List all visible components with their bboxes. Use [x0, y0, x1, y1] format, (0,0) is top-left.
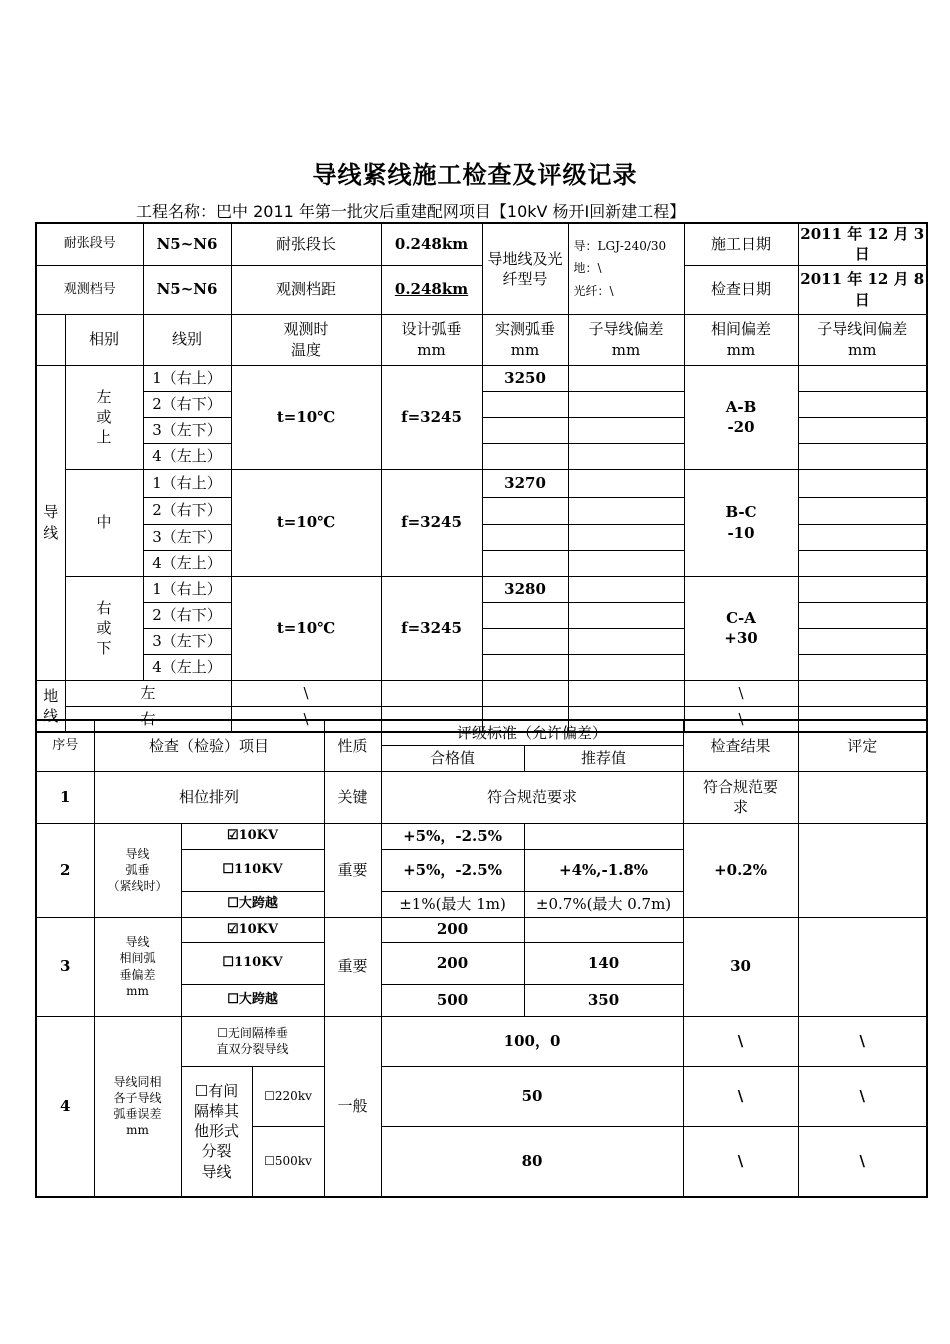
sub-dev-cell	[568, 365, 684, 391]
item-4-opt-no-spacer: ☐无间隔棒垂 直双分裂导线	[181, 1016, 324, 1066]
line-4: 4（左上）	[143, 443, 231, 469]
col-phase-dev-unit: mm	[726, 340, 756, 359]
observe-distance-label: 观测档距	[231, 265, 381, 314]
phase-dev-group-1: A-B -20	[684, 365, 798, 469]
design-sag-group-3: f=3245	[381, 576, 482, 680]
col-phase: 相别	[65, 314, 143, 365]
col-subconductor-dev-l1: 子导线偏差	[588, 320, 664, 339]
item-2-rec-2: +4%,-1.8%	[524, 849, 683, 891]
item-4-name: 导线同相 各子导线 弧垂误差 mm	[94, 1016, 181, 1197]
item-3-rec-3: 350	[524, 984, 683, 1016]
item-4-res-2: \	[683, 1066, 798, 1126]
col-temp-l1: 观测时	[283, 320, 329, 339]
between-dev-cell	[798, 365, 927, 391]
item-4-opt-with-spacer: ☐有间 隔棒其 他形式 分裂 导线	[181, 1066, 252, 1197]
col-subconductor-dev-unit: mm	[611, 340, 641, 359]
item-4-no: 4	[36, 1016, 94, 1197]
construction-date-value: 2011 年 12 月 3 日	[798, 223, 927, 265]
item-2-qual-1: +5%，-2.5%	[381, 823, 524, 849]
item-2-opt-10kv: ☑10KV	[181, 823, 324, 849]
ground-wire-type: 地：\	[573, 261, 602, 276]
item-4-opt-500kv: ☐500kv	[252, 1126, 324, 1197]
measured-sag-group-3: 3280	[482, 576, 568, 602]
col-measured-sag-unit: mm	[510, 340, 540, 359]
line-3: 3（左下）	[143, 417, 231, 443]
line-1: 1（右上）	[143, 576, 231, 602]
item-3-qual-2: 200	[381, 942, 524, 984]
ground-right-dev: \	[684, 706, 798, 732]
item-3-opt-large-span: ☐大跨越	[181, 984, 324, 1016]
head-item: 检查（检验）项目	[94, 720, 324, 771]
item-4-eval-1: \	[798, 1016, 927, 1066]
head-nature: 性质	[324, 720, 381, 771]
item-1-eval	[798, 771, 927, 823]
item-3-nature: 重要	[324, 917, 381, 1016]
item-2-qual-2: +5%，-2.5%	[381, 849, 524, 891]
inspection-date-value: 2011 年 12 月 8 日	[798, 265, 927, 314]
item-4-res-1: \	[683, 1016, 798, 1066]
head-qualified: 合格值	[381, 745, 524, 771]
item-3-opt-10kv: ☑10KV	[181, 917, 324, 942]
observe-distance-text: 0.248km	[394, 280, 469, 299]
line-2: 2（右下）	[143, 391, 231, 417]
conductor-label: 导 线	[36, 365, 65, 680]
line-1: 1（右上）	[143, 469, 231, 497]
temp-group-3: t=10℃	[231, 576, 381, 680]
item-4-res-3: \	[683, 1126, 798, 1197]
ground-left-temp: \	[231, 680, 381, 706]
inspection-table	[35, 719, 928, 1198]
design-sag-group-2: f=3245	[381, 469, 482, 576]
col-temp-l2: 温度	[291, 340, 322, 359]
fiber-type: 光纤：\	[573, 284, 614, 299]
col-design-sag-l1: 设计弧垂	[401, 320, 462, 339]
tension-length-value: 0.248km	[381, 223, 482, 265]
design-sag-group-1: f=3245	[381, 365, 482, 469]
item-2-qual-3: ±1%(最大 1m)	[381, 891, 524, 917]
ground-right-temp: \	[231, 706, 381, 732]
head-recommended: 推荐值	[524, 745, 683, 771]
observe-span-value: N5~N6	[143, 265, 231, 314]
ground-right: 右	[65, 706, 231, 732]
line-1: 1（右上）	[143, 365, 231, 391]
col-subconductor-dev	[568, 314, 684, 365]
item-1-no: 1	[36, 771, 94, 823]
wire-type-label: 导地线及光纤型号	[482, 223, 568, 314]
measured-sag-group-1: 3250	[482, 365, 568, 391]
col-measured-sag	[482, 314, 568, 365]
item-2-opt-large-span: ☐大跨越	[181, 891, 324, 917]
col-between-sub-dev-l1: 子导线间偏差	[817, 320, 908, 339]
phase-group-3: 右 或 下	[65, 576, 143, 680]
temp-group-1: t=10℃	[231, 365, 381, 469]
item-3-qual-1: 200	[381, 917, 524, 942]
item-4-eval-2: \	[798, 1066, 927, 1126]
item-4-nature: 一般	[324, 1016, 381, 1197]
phase-dev-group-2: B-C -10	[684, 469, 798, 576]
item-4-opt-220kv: ☐220kv	[252, 1066, 324, 1126]
ground-wire-label: 地 线	[36, 680, 65, 732]
item-1-nature: 关键	[324, 771, 381, 823]
line-3: 3（左下）	[143, 524, 231, 550]
phase-group-2: 中	[65, 469, 143, 576]
item-3-opt-110kv: ☐110KV	[181, 942, 324, 984]
phase-group-1: 左 或 上	[65, 365, 143, 469]
item-2-opt-110kv: ☐110KV	[181, 849, 324, 891]
line-2: 2（右下）	[143, 602, 231, 628]
item-1-name: 相位排列	[94, 771, 324, 823]
blank-corner	[36, 314, 65, 365]
item-2-rec-1	[524, 823, 683, 849]
ground-left: 左	[65, 680, 231, 706]
tension-section-label: 耐张段号	[36, 223, 143, 265]
wire-type-values	[568, 223, 684, 314]
item-1-result: 符合规范要 求	[683, 771, 798, 823]
phase-dev-group-3: C-A +30	[684, 576, 798, 680]
head-standard: 评级标准（允许偏差）	[381, 720, 683, 745]
item-3-no: 3	[36, 917, 94, 1016]
col-temp	[231, 314, 381, 365]
sag-measurement-table	[35, 222, 928, 733]
document-title: 导线紧线施工检查及评级记录	[312, 161, 638, 189]
item-4-val-1: 100，0	[381, 1016, 683, 1066]
col-between-sub-dev	[798, 314, 927, 365]
item-1-standard: 符合规范要求	[381, 771, 683, 823]
item-2-name: 导线 弧垂 （紧线时）	[94, 823, 181, 917]
head-evaluation: 评定	[798, 720, 927, 771]
item-2-no: 2	[36, 823, 94, 917]
conductor-type: 导：LGJ-240/30	[573, 238, 667, 253]
tension-section-value: N5~N6	[143, 223, 231, 265]
project-name: 工程名称：巴中 2011 年第一批灾后重建配网项目【10kV 杨开Ⅰ回新建工程】	[136, 202, 686, 221]
item-3-rec-1	[524, 917, 683, 942]
item-2-nature: 重要	[324, 823, 381, 917]
item-3-rec-2: 140	[524, 942, 683, 984]
item-3-result: 30	[683, 917, 798, 1016]
item-4-eval-3: \	[798, 1126, 927, 1197]
item-2-result: +0.2%	[683, 823, 798, 917]
col-design-sag	[381, 314, 482, 365]
line-2: 2（右下）	[143, 497, 231, 524]
col-measured-sag-l1: 实测弧垂	[495, 320, 556, 339]
ground-left-dev: \	[684, 680, 798, 706]
line-4: 4（左上）	[143, 654, 231, 680]
item-3-qual-3: 500	[381, 984, 524, 1016]
item-3-eval	[798, 917, 927, 1016]
col-design-sag-unit: mm	[417, 340, 446, 359]
col-phase-dev-l1: 相间偏差	[711, 320, 772, 339]
inspection-date-label: 检查日期	[684, 265, 798, 314]
observe-distance-value	[381, 265, 482, 314]
item-4-val-2: 50	[381, 1066, 683, 1126]
col-line: 线别	[143, 314, 231, 365]
temp-group-2: t=10℃	[231, 469, 381, 576]
construction-date-label: 施工日期	[684, 223, 798, 265]
tension-length-label: 耐张段长	[231, 223, 381, 265]
item-2-rec-3: ±0.7%(最大 0.7m)	[524, 891, 683, 917]
head-result: 检查结果	[683, 720, 798, 771]
head-no: 序号	[36, 720, 94, 771]
col-phase-dev	[684, 314, 798, 365]
line-4: 4（左上）	[143, 550, 231, 576]
observe-span-label: 观测档号	[36, 265, 143, 314]
item-4-val-3: 80	[381, 1126, 683, 1197]
line-3: 3（左下）	[143, 628, 231, 654]
measured-sag-group-2: 3270	[482, 469, 568, 497]
item-2-eval	[798, 823, 927, 917]
col-between-sub-dev-unit: mm	[848, 340, 877, 359]
item-3-name: 导线 相间弧 垂偏差 mm	[94, 917, 181, 1016]
